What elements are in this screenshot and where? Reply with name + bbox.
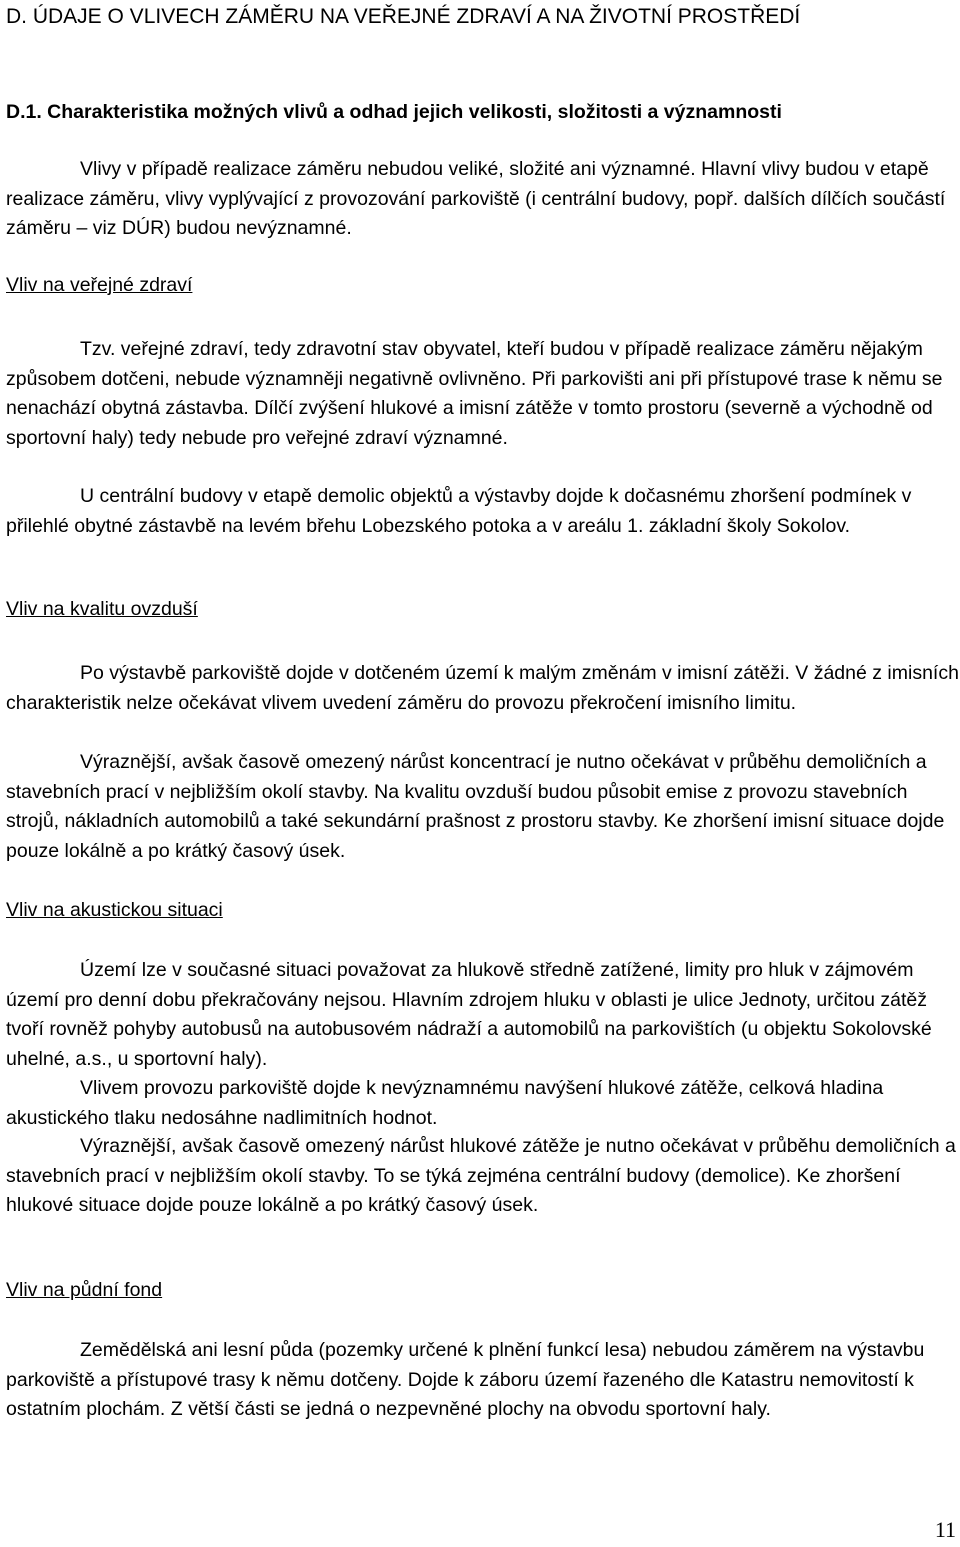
- page-number: 11: [934, 1517, 956, 1542]
- paragraph-acoustics-1: Území lze v současné situaci považovat za hlukově středně zatížené, limity pro hluk v zájmovém území pro denní dobu překračovány nejsou. Hlavním zdrojem hluku v oblasti je ulice Jednoty, určitou zátěž tvoří rovněž pohyby autobusů na autobusovém nádraží a automobilů na parkovištích (u objektu Sokolovské uhelné, a.s., u sportovní haly).: [6, 959, 932, 1070]
- paragraph-acoustics-2: Vlivem provozu parkoviště dojde k nevýznamnému navýšení hlukové zátěže, celková hladina akustického tlaku nedosáhne nadlimitních hodnot.: [6, 1077, 884, 1129]
- paragraph-public-health-2: U centrální budovy v etapě demolic objektů a výstavby dojde k dočasnému zhoršení podmínek v přilehlé obytné zástavbě na levém břehu Lobezského potoka a v areálu 1. základní školy Sokolov.: [6, 485, 912, 537]
- heading-public-health: Vliv na veřejné zdraví: [6, 274, 193, 296]
- section-subtitle: D.1. Charakteristika možných vlivů a odhad jejich velikosti, složitosti a významnosti: [6, 101, 782, 123]
- intro-paragraph: Vlivy v případě realizace záměru nebudou veliké, složité ani významné. Hlavní vlivy budou v etapě realizace záměru, vlivy vyplývající z provozování parkoviště (i centrální budovy, popř. dalších dílčích součástí záměru – viz DÚR) budou nevýznamné.: [6, 158, 946, 239]
- paragraph-air-quality-1: Po výstavbě parkoviště dojde v dotčeném území k malým změnám v imisní zátěži. V žádné z imisních charakteristik nelze očekávat vlivem uvedení záměru do provozu překročení imisního limitu.: [6, 662, 959, 714]
- heading-soil: Vliv na půdní fond: [6, 1279, 163, 1301]
- heading-acoustics: Vliv na akustickou situaci: [6, 899, 223, 921]
- paragraph-air-quality-2: Výraznější, avšak časově omezený nárůst koncentrací je nutno očekávat v průběhu demoličních a stavebních prací v nejbližším okolí stavby. Na kvalitu ovzduší budou působit emise z provozu stavebních strojů, nákladních automobilů a také sekundární prašnost z prostoru stavby. Ke zhoršení imisní situace dojde pouze lokálně a po krátký časový úsek.: [6, 751, 945, 862]
- paragraph-public-health-1: Tzv. veřejné zdraví, tedy zdravotní stav obyvatel, kteří budou v případě realizace záměru nějakým způsobem dotčeni, nebude významněji negativně ovlivněno. Při parkovišti ani při přístupové trase k němu se nenachází obytná zástavba. Dílčí zvýšení hlukové a imisní zátěže v tomto prostoru (severně a východně od sportovní haly) tedy nebude pro veřejné zdraví významné.: [6, 338, 943, 449]
- paragraph-acoustics-3: Výraznější, avšak časově omezený nárůst hlukové zátěže je nutno očekávat v průběhu demoličních a stavebních prací v nejbližším okolí stavby. To se týká zejména centrální budovy (demolice). Ke zhoršení hlukové situace dojde pouze lokálně a po krátký časový úsek.: [6, 1135, 956, 1216]
- heading-air-quality: Vliv na kvalitu ovzduší: [6, 598, 198, 620]
- paragraph-soil-1: Zemědělská ani lesní půda (pozemky určené k plnění funkcí lesa) nebudou záměrem na výstavbu parkoviště a přístupové trasy k němu dotčeny. Dojde k záboru území řazeného dle Katastru nemovitostí k ostatním plochám. Z větší části se jedná o nezpevněné plochy na obvodu sportovní haly.: [6, 1339, 925, 1420]
- document-title: D. ÚDAJE O VLIVECH ZÁMĚRU NA VEŘEJNÉ ZDRAVÍ A NA ŽIVOTNÍ PROSTŘEDÍ: [6, 5, 801, 28]
